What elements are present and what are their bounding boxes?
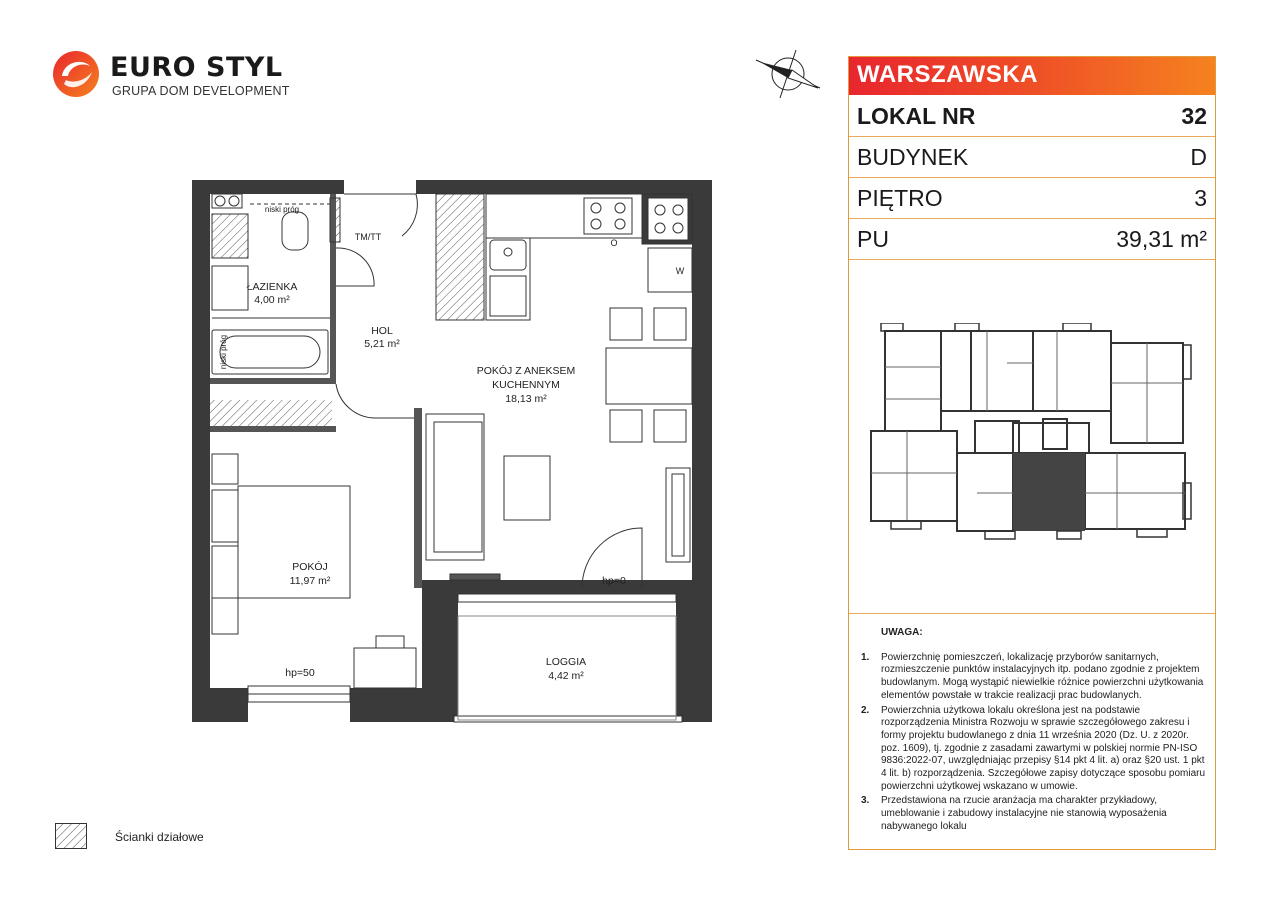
notes-section: [861, 627, 1209, 836]
legend-label: Ścianki działowe: [115, 830, 204, 844]
unit-number-label: LOKAL NR: [857, 103, 976, 129]
floor-value: 3: [1194, 185, 1207, 211]
living-name-line1: POKÓJ Z ANEKSEM: [476, 365, 576, 377]
note-number: 1.: [861, 651, 870, 663]
brand-name: EURO STYL: [110, 52, 283, 83]
unit-number-row: [849, 96, 1215, 137]
project-header: [849, 57, 1215, 95]
living-name-line2: KUCHENNYM: [492, 379, 560, 391]
brand-subtitle: GRUPA DOM DEVELOPMENT: [112, 84, 290, 98]
building-row: [849, 137, 1215, 178]
hall-name: HOL: [371, 325, 393, 337]
apartment-floor-plan: [190, 178, 714, 726]
note-number: 2.: [861, 704, 870, 716]
washer-label: W: [675, 266, 685, 276]
eurostyl-logo-icon: [52, 50, 100, 98]
usable-area-label: PU: [857, 226, 889, 252]
tm-tt-label: TM/TT: [354, 232, 382, 242]
loggia-outline: [458, 616, 676, 720]
room-name: POKÓJ: [292, 561, 328, 573]
note-text: Powierzchnię pomieszczeń, lokalizację przyborów sanitarnych, rozmieszczenie punktów instalacyjnych itp. podano zgodnie z projektem budowlanym. Mogą wystąpić niewielkie różnice powierzchni użytkowania elementów powstałe w trakcie realizacji prac budowlanych.: [881, 651, 1204, 701]
panel-divider: [849, 613, 1215, 614]
notes-title: UWAGA:: [881, 627, 923, 638]
kitchen-fixtures: [436, 194, 692, 320]
hp0-label: hp=0: [602, 575, 626, 587]
north-arrow-icon: [752, 48, 824, 100]
low-threshold-bath-label: niski próg: [219, 334, 228, 370]
info-panel: [848, 56, 1216, 850]
sofa-set: [426, 414, 690, 562]
bathroom-area: 4,00 m²: [254, 294, 290, 306]
unit-number-value: 32: [1181, 103, 1207, 129]
building-label: BUDYNEK: [857, 144, 969, 170]
hall-area: 5,21 m²: [364, 338, 400, 350]
dining-set: [606, 308, 692, 442]
unit-location-marker: [1013, 453, 1085, 531]
note-text: Przedstawiona na rzucie aranżacja ma charakter przykładowy, umeblowanie i zabudowy instalacyjne nie stanowią wyposażenia nabywanego lokalu: [881, 795, 1167, 832]
living-area: 18,13 m²: [505, 393, 547, 405]
floor-row: [849, 178, 1215, 219]
oven-label: O: [610, 238, 618, 248]
note-item: [861, 652, 1209, 703]
brand-logo: [52, 50, 290, 102]
hatch-swatch-icon: [55, 823, 87, 849]
building-value: D: [1190, 144, 1207, 170]
door-swings: [336, 194, 642, 588]
project-name: WARSZAWSKA: [857, 61, 1038, 88]
hp50-label: hp=50: [285, 667, 315, 679]
room-area: 11,97 m²: [289, 575, 331, 587]
floor-label: PIĘTRO: [857, 185, 943, 211]
low-threshold-top-label: niski próg: [264, 205, 300, 214]
loggia-area: 4,42 m²: [548, 670, 584, 682]
windows: [248, 574, 682, 722]
bathroom-name: ŁAZIENKA: [246, 281, 298, 293]
note-item: [861, 795, 1209, 833]
note-item: [861, 705, 1209, 794]
note-text: Powierzchnia użytkowa lokalu określona jest na podstawie rozporządzenia Ministra Rozwoju w sprawie szczegółowego zakresu i formy projektu budowlanego z dnia 11 września 2020 (Dz. U. z 2020r. poz. 1609), tj. zgodnie z zasadami zawartymi w polskiej normie PN-ISO 9836:2022-07, uwzględniając przepisy §14 pkt 4 lit. a) oraz §20 ust. 1 pkt 4 lit. b) rozporządzenia. Szczegółowe zapisy dotyczące sposobu pomiaru powierzchni użytkowej wskazano w umowie.: [881, 704, 1206, 792]
usable-area-row: [849, 219, 1215, 260]
note-number: 3.: [861, 795, 870, 807]
loggia-name: LOGGIA: [545, 656, 587, 668]
building-key-plan: [867, 323, 1197, 547]
usable-area-value: 39,31 m²: [1116, 226, 1207, 252]
